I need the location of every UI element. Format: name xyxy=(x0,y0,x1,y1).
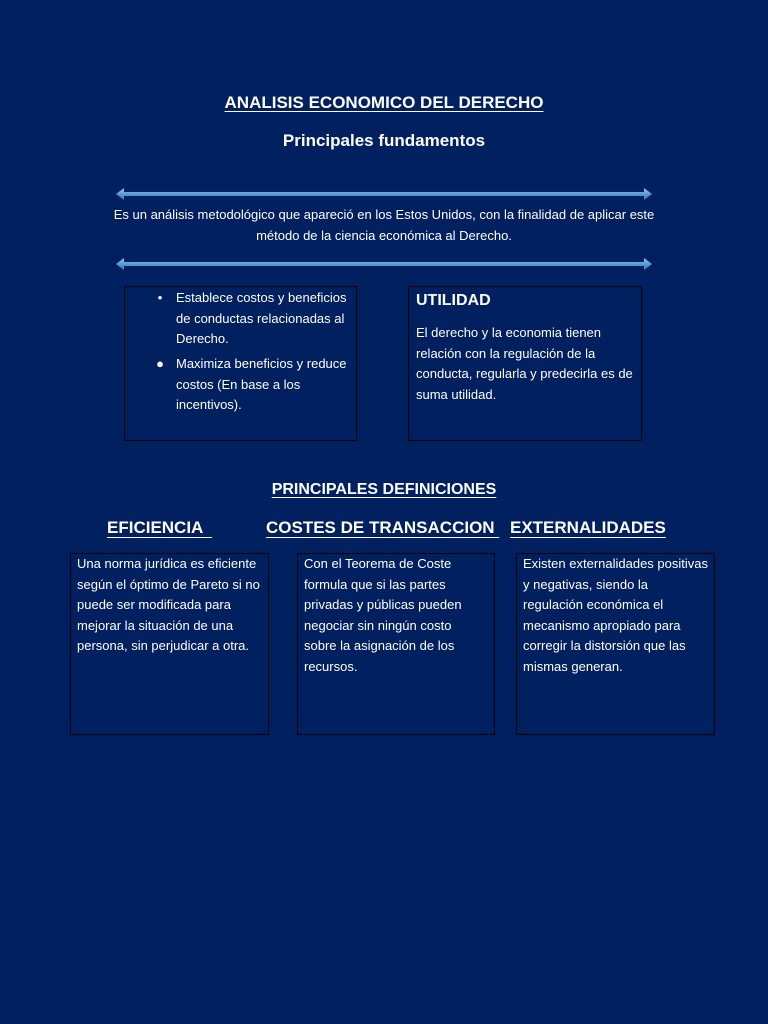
list-item xyxy=(157,288,354,350)
externalidades-box xyxy=(516,553,715,735)
fundamentals-box xyxy=(124,286,357,441)
list-item xyxy=(156,354,354,416)
externalidades-title: EXTERNALIDADES xyxy=(510,518,666,537)
double-arrow-bottom xyxy=(113,257,655,271)
bullet-icon: ● xyxy=(156,356,164,371)
page-title: ANALISIS ECONOMICO DEL DERECHO xyxy=(224,93,544,112)
list-item-text: Maximiza beneficios y reduce costos (En base a los incentivos). xyxy=(176,356,347,412)
list-item-text: Establece costos y beneficios de conductas relacionadas al Derecho. xyxy=(176,290,347,346)
eficiencia-text: Una norma jurídica es eficiente según el óptimo de Pareto si no puede ser modificada para mejorar la situación de una persona, sin perjudicar a otra. xyxy=(77,556,260,653)
eficiencia-box xyxy=(70,553,269,735)
costes-title: COSTES DE TRANSACCION xyxy=(266,518,500,537)
section-title: PRINCIPALES DEFINICIONES xyxy=(271,481,497,498)
eficiencia-title: EFICIENCIA xyxy=(107,518,213,537)
utilidad-title: UTILIDAD xyxy=(416,292,491,309)
externalidades-text: Existen externalidades positivas y negativas, siendo la regulación económica el mecanismo apropiado para corregir la distorsión que las mismas generan. xyxy=(523,556,708,674)
intro-text: Es un análisis metodológico que apareció en los Estos Unidos, con la finalidad de aplicar este método de la ciencia económica al Derecho. xyxy=(113,207,655,243)
costes-box xyxy=(297,553,495,735)
costes-text: Con el Teorema de Coste formula que si las partes privadas y públicas pueden negociar sin ningún costo sobre la asignación de los recursos. xyxy=(304,556,462,674)
utilidad-text: El derecho y la economia tienen relación con la regulación de la conducta, regularla y predecirla es de suma utilidad. xyxy=(416,325,633,402)
page-subtitle: Principales fundamentos xyxy=(282,131,486,150)
bullet-icon: • xyxy=(157,290,163,305)
double-arrow-top xyxy=(113,187,655,201)
utilidad-box xyxy=(408,286,642,441)
